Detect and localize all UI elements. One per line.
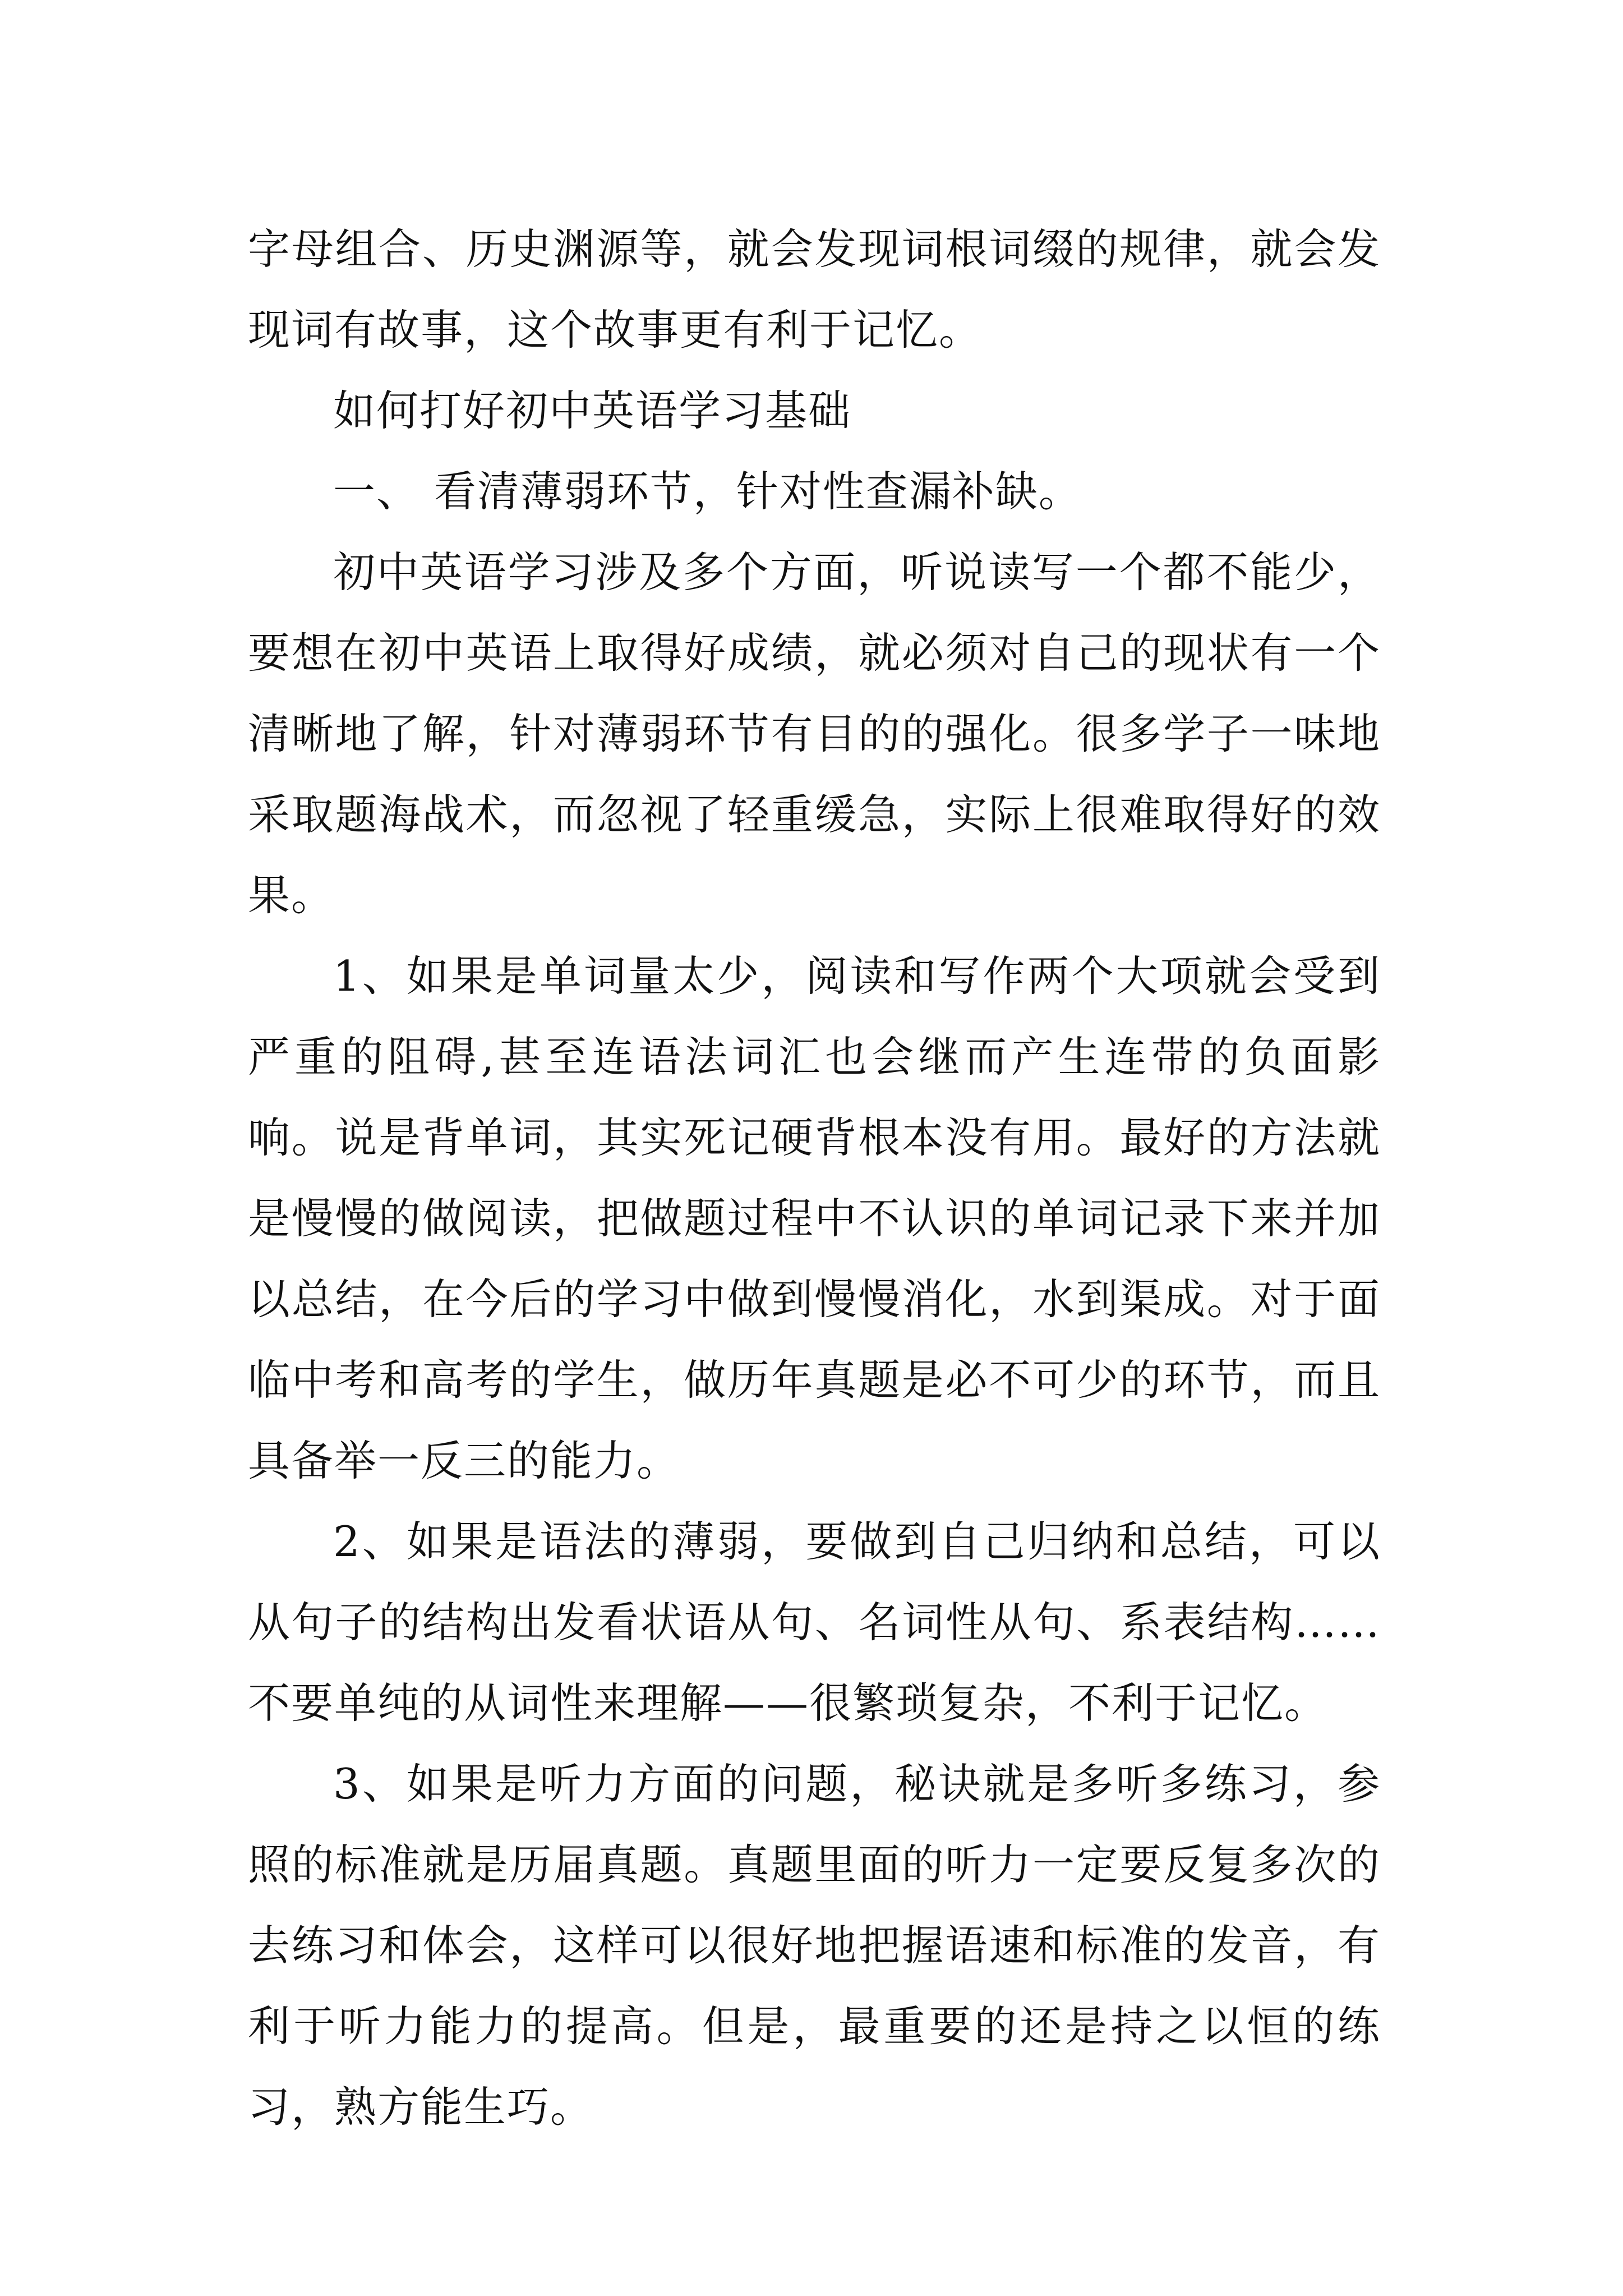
paragraph-item-1: 1、如果是单词量太少，阅读和写作两个大项就会受到严重的阻碍,甚至连语法词汇也会继而产生连带的负面影响。说是背单词，其实死记硬背根本没有用。最好的方法就是慢慢的做阅读，把做题过程中不认识的单词记录下来并加以总结，在今后的学习中做到慢慢消化，水到渠成。对于面临中考和高考的学生，做历年真题是必不可少的环节，而且具备举一反三的能力。 [248,951,1381,1485]
section-heading: 如何打好初中英语学习基础 [333,386,852,435]
paragraph-continuation: 字母组合、历史渊源等，就会发现词根词缀的规律，就会发现词有故事，这个故事更有利于记忆。 [248,224,1381,355]
document-body [248,209,1381,2147]
paragraph-item-3: 3、如果是听力方面的问题，秘诀就是多听多练习，参照的标准就是历届真题。真题里面的听力一定要反复多次的去练习和体会，这样可以很好地把握语速和标准的发音，有利于听力能力的提高。但是，最重要的还是持之以恒的练习，熟方能生巧。 [248,1759,1381,2132]
paragraph-item-2: 2、如果是语法的薄弱，要做到自己归纳和总结，可以从句子的结构出发看状语从句、名词性从句、系表结构……不要单纯的从词性来理解——很繁琐复杂，不利于记忆。 [248,1517,1381,1728]
subheading-one: 一、 看清薄弱环节，针对性查漏补缺。 [333,467,1082,516]
paragraph-intro: 初中英语学习涉及多个方面，听说读写一个都不能少，要想在初中英语上取得好成绩，就必须对自己的现状有一个清晰地了解，针对薄弱环节有目的的强化。很多学子一味地采取题海战术，而忽视了轻重缓急，实际上很难取得好的效果。 [248,547,1381,920]
